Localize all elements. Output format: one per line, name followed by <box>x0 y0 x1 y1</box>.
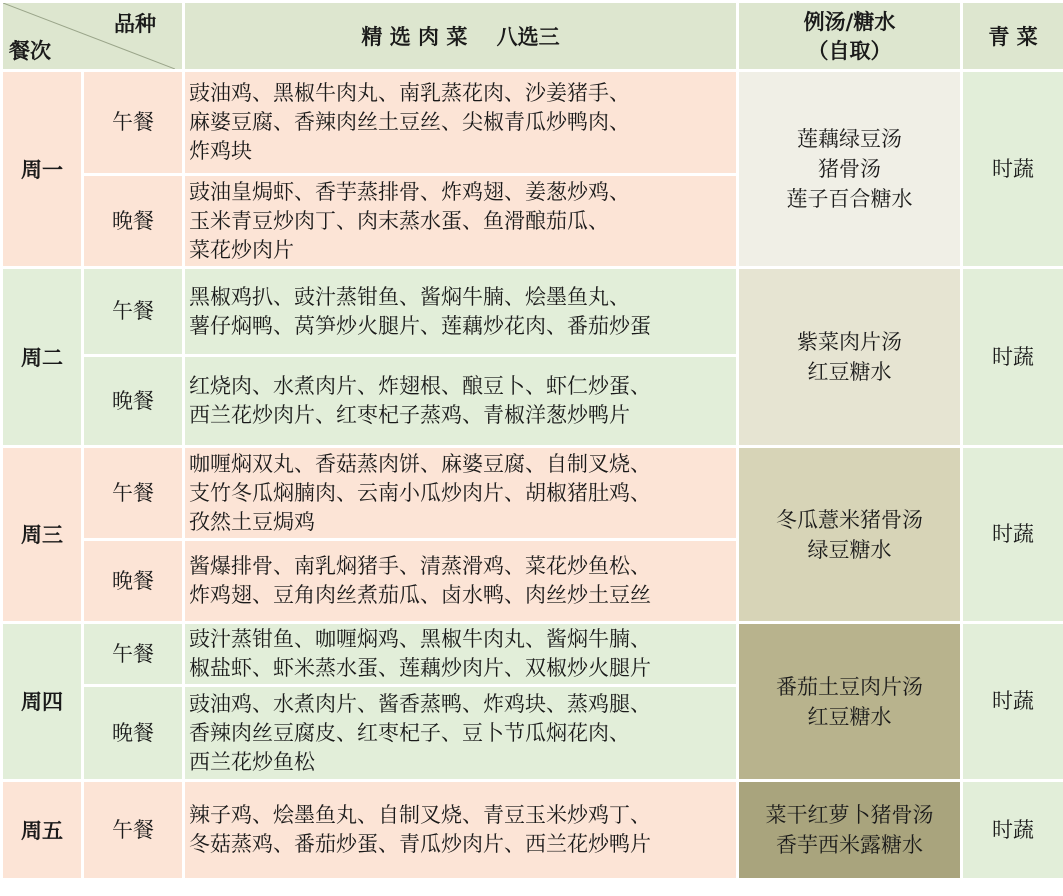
soup-item: 冬瓜薏米猪骨汤 <box>776 507 923 532</box>
soup-item: 菜干红萝卜猪骨汤 <box>765 803 934 827</box>
day-label-thu: 周四 <box>3 624 81 779</box>
meal-label: 晚餐 <box>84 176 182 266</box>
greens-cell: 时蔬 <box>963 269 1063 445</box>
dish-list <box>185 687 736 779</box>
header-variety: 品种 <box>114 11 156 36</box>
dish-line: 玉米青豆炒肉丁、肉末蒸水蛋、鱼滑酿茄瓜、 <box>189 208 609 233</box>
dish-line: 菜花炒肉片 <box>189 237 294 262</box>
header-soup <box>739 3 960 69</box>
dish-line: 红烧肉、水煮肉片、炸翅根、酿豆卜、虾仁炒蛋、 <box>189 374 651 398</box>
soup-item: 绿豆糖水 <box>807 537 892 562</box>
day-label-tue: 周二 <box>3 269 81 445</box>
dish-list <box>185 357 736 445</box>
header-dishes: 精 选 肉 菜 八选三 <box>185 3 736 69</box>
day-label-wed: 周三 <box>3 448 81 621</box>
header-soup-line1: 例汤/糖水 <box>803 9 896 34</box>
soup-cell-thu <box>739 624 960 779</box>
dish-line: 豉油鸡、黑椒牛肉丸、南乳蒸花肉、沙姜猪手、 <box>189 81 630 105</box>
dish-list <box>185 72 736 173</box>
dish-list <box>185 269 736 354</box>
meal-label: 午餐 <box>84 448 182 538</box>
dish-list <box>185 624 736 684</box>
dish-line: 炸鸡块 <box>189 139 252 163</box>
meal-label: 晚餐 <box>84 687 182 779</box>
dish-line: 薯仔焖鸭、莴笋炒火腿片、莲藕炒花肉、番茄炒蛋 <box>189 313 651 338</box>
soup-item: 香芋西米露糖水 <box>776 833 923 857</box>
dish-line: 辣子鸡、烩墨鱼丸、自制叉烧、青豆玉米炒鸡丁、 <box>189 803 651 827</box>
soup-item: 莲子百合糖水 <box>786 187 913 211</box>
day-label-mon: 周一 <box>3 72 81 266</box>
meal-label: 午餐 <box>84 269 182 354</box>
soup-cell-tue <box>739 269 960 445</box>
dish-line: 支竹冬瓜焖腩肉、云南小瓜炒肉片、胡椒猪肚鸡、 <box>189 480 651 505</box>
meal-label: 午餐 <box>84 72 182 173</box>
dish-line: 西兰花炒肉片、红枣杞子蒸鸡、青椒洋葱炒鸭片 <box>189 403 630 427</box>
dish-line: 椒盐虾、虾米蒸水蛋、莲藕炒肉片、双椒炒火腿片 <box>189 656 651 680</box>
dish-line: 豉汁蒸钳鱼、咖喱焖鸡、黑椒牛肉丸、酱焖牛腩、 <box>189 627 651 651</box>
greens-cell: 时蔬 <box>963 72 1063 266</box>
greens-cell: 时蔬 <box>963 782 1063 878</box>
dish-line: 麻婆豆腐、香辣肉丝土豆丝、尖椒青瓜炒鸭肉、 <box>189 110 630 134</box>
soup-cell-mon <box>739 72 960 266</box>
soup-item: 猪骨汤 <box>818 157 881 181</box>
greens-cell: 时蔬 <box>963 448 1063 621</box>
dish-line: 咖喱焖双丸、香菇蒸肉饼、麻婆豆腐、自制叉烧、 <box>189 451 651 476</box>
soup-cell-wed <box>739 448 960 621</box>
soup-item: 番茄土豆肉片汤 <box>776 674 923 699</box>
meal-label: 午餐 <box>84 624 182 684</box>
header-soup-line2: （自取） <box>807 38 892 63</box>
soup-item: 红豆糖水 <box>807 704 892 729</box>
dish-line: 香辣肉丝豆腐皮、红枣杞子、豆卜节瓜焖花肉、 <box>189 720 630 745</box>
dish-line: 豉油鸡、水煮肉片、酱香蒸鸭、炸鸡块、蒸鸡腿、 <box>189 691 651 716</box>
dish-list <box>185 176 736 266</box>
meal-label: 晚餐 <box>84 357 182 445</box>
dish-line: 孜然土豆焗鸡 <box>189 509 315 534</box>
dish-line: 豉油皇焗虾、香芋蒸排骨、炸鸡翅、姜葱炒鸡、 <box>189 179 630 204</box>
soup-cell-fri <box>739 782 960 878</box>
soup-item: 莲藕绿豆汤 <box>797 127 902 151</box>
header-greens: 青 菜 <box>963 3 1063 69</box>
dish-line: 炸鸡翅、豆角肉丝煮茄瓜、卤水鸭、肉丝炒土豆丝 <box>189 583 651 607</box>
soup-item: 紫菜肉片汤 <box>797 330 902 354</box>
dish-line: 冬菇蒸鸡、番茄炒蛋、青瓜炒肉片、西兰花炒鸭片 <box>189 832 651 856</box>
meal-label: 午餐 <box>84 782 182 878</box>
dish-list <box>185 782 736 878</box>
dish-line: 酱爆排骨、南乳焖猪手、清蒸滑鸡、菜花炒鱼松、 <box>189 554 651 578</box>
dish-line: 黑椒鸡扒、豉汁蒸钳鱼、酱焖牛腩、烩墨鱼丸、 <box>189 284 630 309</box>
greens-cell: 时蔬 <box>963 624 1063 779</box>
day-label-fri: 周五 <box>3 782 81 878</box>
dish-line: 西兰花炒鱼松 <box>189 749 315 774</box>
header-meal-time: 餐次 <box>9 38 51 63</box>
dish-list <box>185 448 736 538</box>
soup-item: 红豆糖水 <box>807 360 892 384</box>
header-diagonal-cell <box>3 3 182 69</box>
dish-list <box>185 541 736 621</box>
meal-label: 晚餐 <box>84 541 182 621</box>
